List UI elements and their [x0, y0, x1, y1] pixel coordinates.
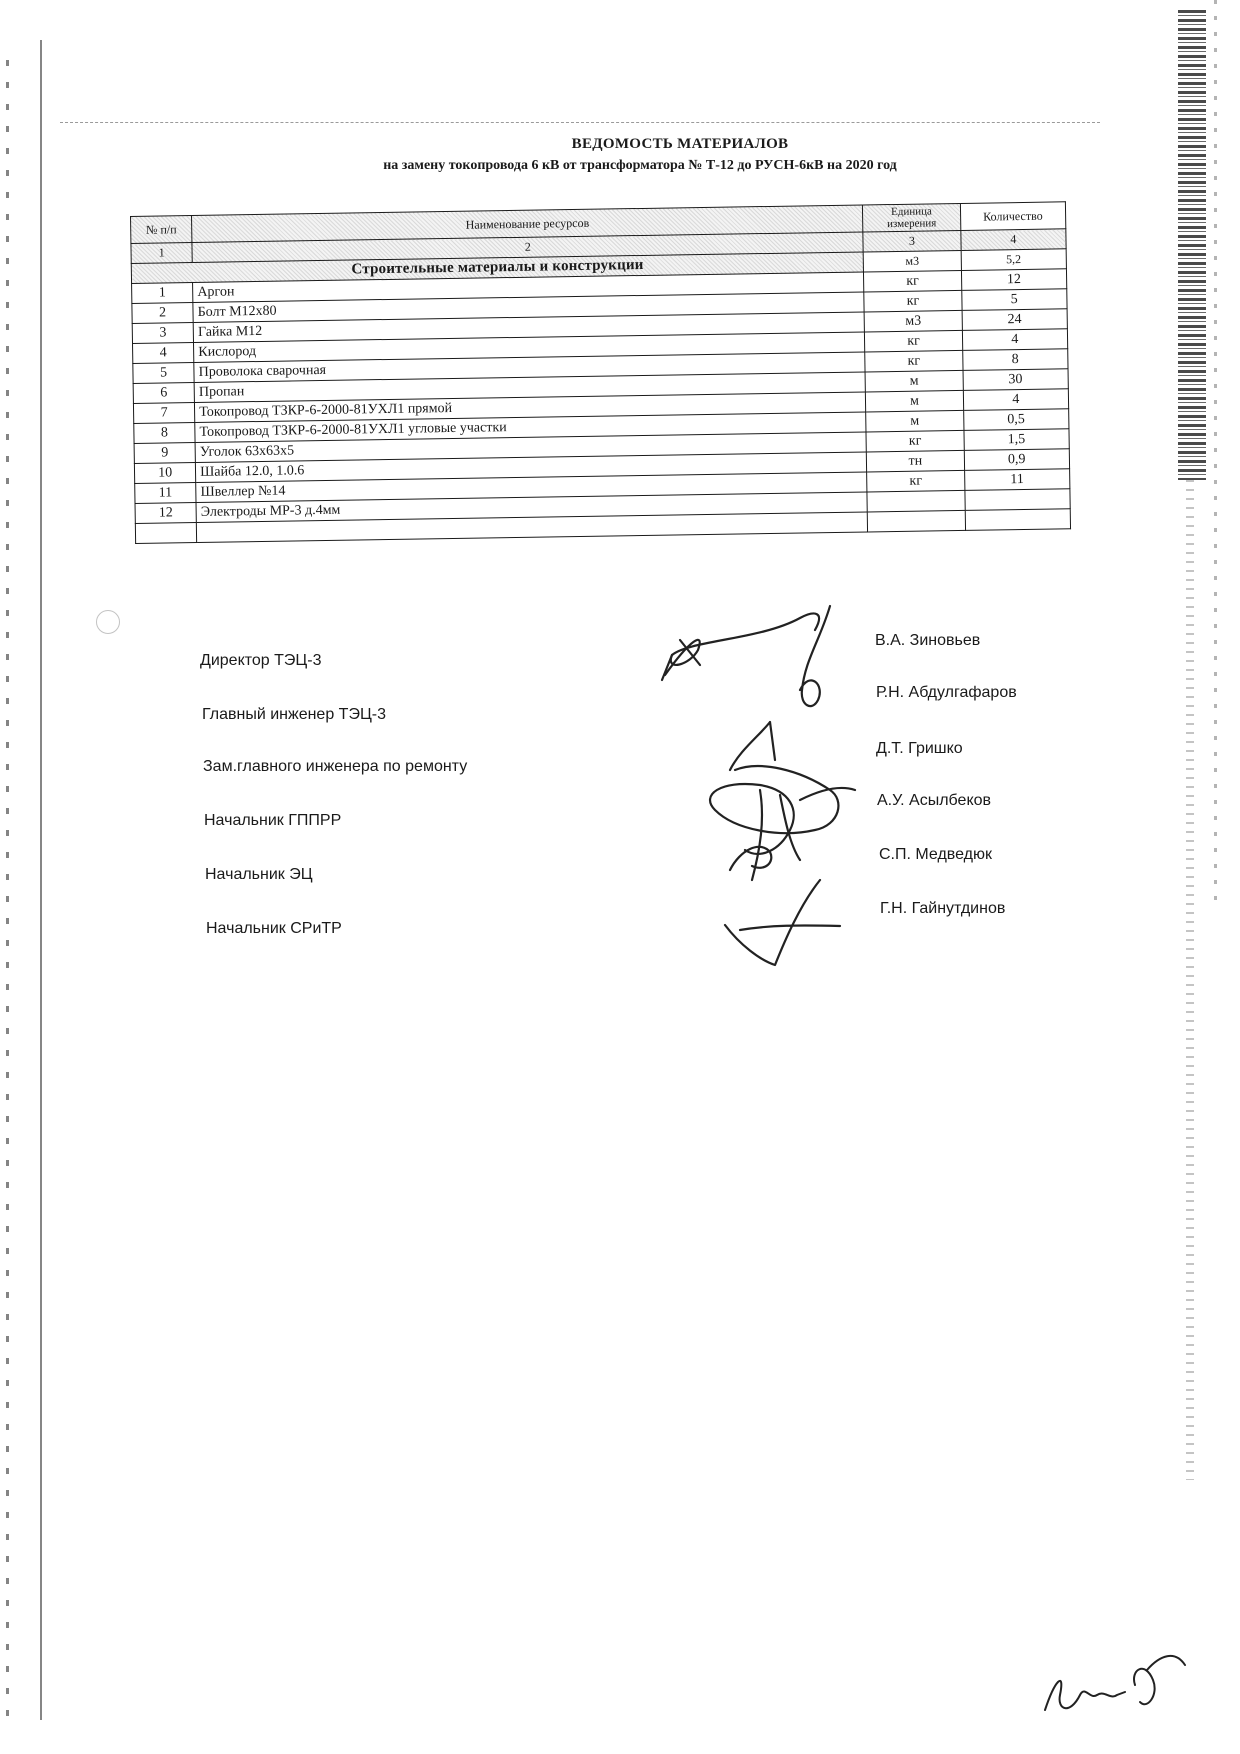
- row-number: 7: [133, 403, 194, 424]
- row-qty: 0,9: [964, 449, 1070, 471]
- name-abdulgafarov: Р.Н. Абдулгафаров: [876, 684, 1017, 701]
- signature-deputy-top: [730, 722, 775, 770]
- row-unit: м: [866, 410, 964, 432]
- row-unit: тн: [867, 450, 965, 472]
- row-qty: 12: [961, 269, 1067, 291]
- row-unit: кг: [864, 270, 962, 292]
- row-number: 2: [132, 303, 193, 324]
- column-number: 4: [960, 229, 1066, 251]
- row-number: 9: [134, 443, 195, 464]
- column-number: 3: [863, 230, 961, 252]
- document-title: ВЕДОМОСТЬ МАТЕРИАЛОВ: [571, 136, 789, 152]
- row-unit: м: [865, 370, 963, 392]
- signature-sritr: [725, 880, 840, 965]
- row-name: Кислород: [194, 332, 865, 363]
- position-head-sritr: Начальник СРиТР: [206, 920, 342, 937]
- row-unit: кг: [864, 290, 962, 312]
- row-number: 5: [133, 363, 194, 384]
- row-qty: 1,5: [964, 429, 1070, 451]
- row-name: Гайка М12: [193, 312, 864, 343]
- name-grishko: Д.Т. Гришко: [876, 740, 963, 757]
- row-number: 12: [135, 502, 196, 523]
- row-name: Электроды МР-3 д.4мм: [196, 492, 867, 523]
- row-name: Болт М12х80: [193, 292, 864, 323]
- row-qty: 4: [962, 329, 1068, 351]
- name-zinovyev: В.А. Зиновьев: [875, 632, 981, 649]
- row-name: Проволока сварочная: [194, 352, 865, 383]
- row-name: Аргон: [193, 272, 864, 303]
- section-unit: м3: [863, 250, 961, 272]
- row-unit: кг: [865, 350, 963, 372]
- row-qty: 30: [963, 369, 1069, 391]
- name-gaynutdinov: Г.Н. Гайнутдинов: [880, 900, 1006, 917]
- row-unit: м3: [864, 310, 962, 332]
- position-director: Директор ТЭЦ-3: [200, 652, 322, 669]
- signature-deputy-loop: [710, 766, 838, 854]
- row-unit: м: [866, 390, 964, 412]
- position-head-ets: Начальник ЭЦ: [205, 866, 313, 883]
- row-name: Пропан: [194, 372, 865, 403]
- row-qty: 0,5: [963, 409, 1069, 431]
- row-number: 8: [134, 423, 195, 444]
- row-name: Швеллер №14: [196, 472, 867, 503]
- row-number: 1: [132, 283, 193, 304]
- row-qty: 8: [962, 349, 1068, 371]
- row-qty: 24: [962, 309, 1068, 331]
- name-asylbekov: А.У. Асылбеков: [877, 792, 992, 809]
- row-number: 3: [132, 323, 193, 344]
- header-qty: Количество: [960, 202, 1066, 231]
- header-name: Наименование ресурсов: [192, 205, 863, 243]
- row-qty: 4: [963, 389, 1069, 411]
- name-medvedyuk: С.П. Медведюк: [879, 846, 992, 863]
- position-head-gpprr: Начальник ГППРР: [204, 812, 342, 829]
- header-num: № п/п: [131, 216, 193, 244]
- row-unit: кг: [865, 330, 963, 352]
- row-qty: 5: [961, 289, 1067, 311]
- row-qty: 11: [964, 469, 1070, 491]
- signature-director: [665, 614, 819, 675]
- row-name: Токопровод ТЗКР-6-2000-81УХЛ1 угловые участки: [195, 412, 866, 443]
- section-title: Строительные материалы и конструкции: [131, 252, 864, 284]
- row-name: Шайба 12.0, 1.0.6: [196, 452, 867, 483]
- position-chief-engineer: Главный инженер ТЭЦ-3: [202, 706, 387, 723]
- signature-chief-engineer: [800, 606, 830, 706]
- row-number: 11: [135, 482, 196, 503]
- header-unit: Единица измерения: [863, 203, 961, 232]
- row-name: Уголок 63х63х5: [195, 432, 866, 463]
- row-name: Токопровод ТЗКР-6-2000-81УХЛ1 прямой: [195, 392, 866, 423]
- column-number: 1: [131, 243, 192, 264]
- document-subtitle: на замену токопровода 6 кВ от трансформатора № Т-12 до РУСН-6кВ на 2020 год: [383, 158, 897, 173]
- row-unit: кг: [866, 430, 964, 452]
- signature-ets: [730, 847, 771, 870]
- row-number: 6: [133, 383, 194, 404]
- corner-initials-signature: [1035, 1640, 1205, 1730]
- row-number: 4: [133, 343, 194, 364]
- row-number: 10: [134, 463, 195, 484]
- position-deputy-chief-engineer: Зам.главного инженера по ремонту: [203, 758, 468, 775]
- column-number: 2: [192, 232, 863, 263]
- section-qty: 5,2: [961, 249, 1067, 271]
- row-unit: кг: [867, 470, 965, 492]
